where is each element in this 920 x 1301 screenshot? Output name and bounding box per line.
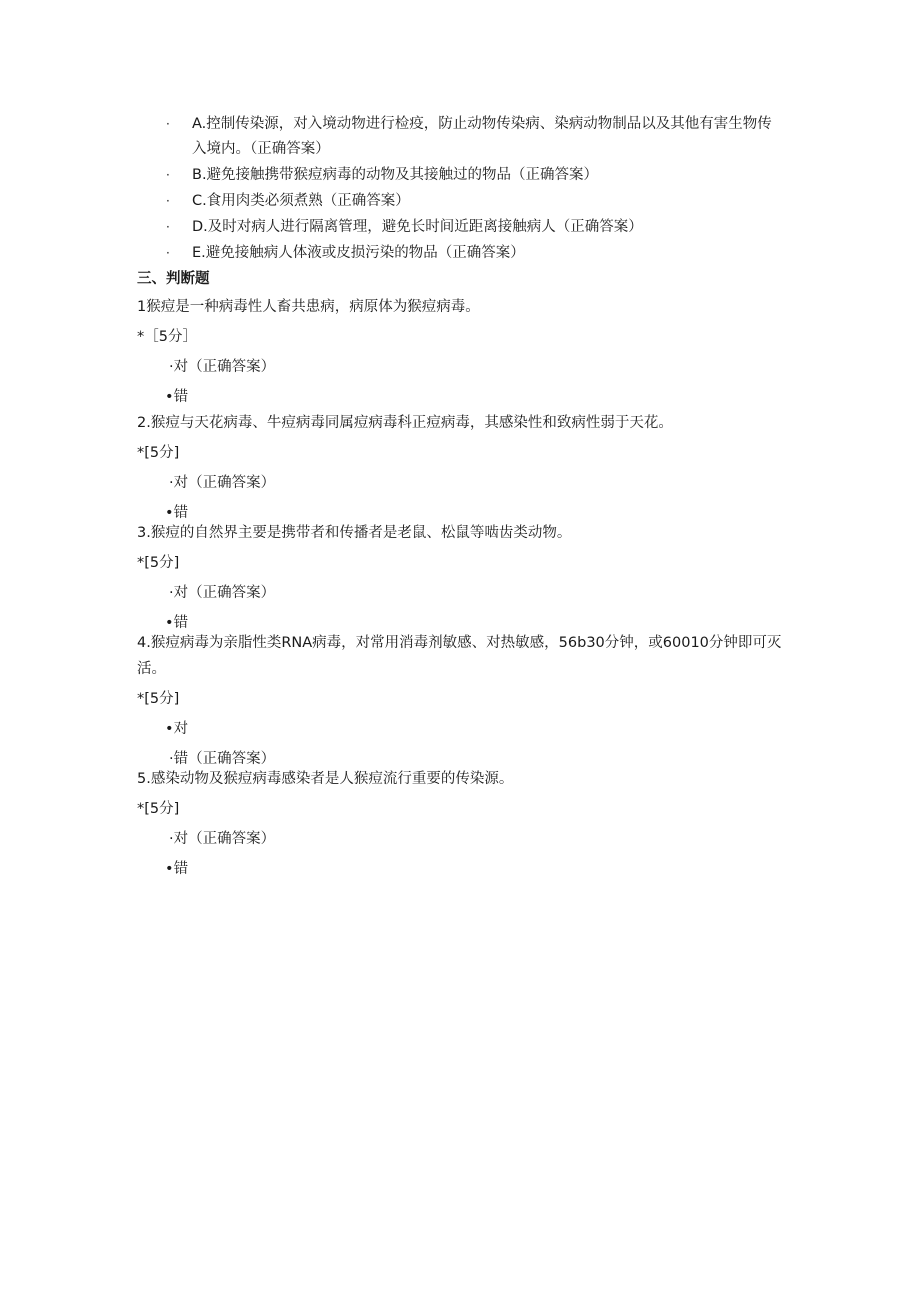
mc-option-text: A.控制传染源，对入境动物进行检疫，防止动物传染病、染病动物制品以及其他有害生物传入境内。（正确答案） (192, 116, 772, 157)
option-true[interactable]: ·对（正确答案） (169, 831, 276, 847)
multiple-choice-options (166, 112, 786, 266)
option-true[interactable]: ·对（正确答案） (169, 475, 276, 491)
mc-option-text: B.避免接触携带猴痘病毒的动物及其接触过的物品（正确答案） (192, 167, 599, 183)
bullet-dot-icon: • (165, 721, 174, 737)
mc-option-text: E.避免接触病人体液或皮损污染的物品（正确答案） (192, 245, 525, 261)
bullet-dot-icon: · (169, 585, 174, 601)
bullet-dot-icon: · (169, 751, 174, 767)
mc-option-b (166, 162, 786, 188)
tf-question-2 (137, 410, 797, 526)
mc-option-text: C.食用肉类必须煮熟（正确答案） (192, 193, 410, 209)
bullet-dot-icon: · (169, 475, 174, 491)
option-true[interactable]: •对 (165, 721, 189, 737)
question-text: 2.猴痘与天花病毒、牛痘病毒同属痘病毒科正痘病毒，其感染性和致病性弱于天花。 (137, 415, 673, 431)
question-score: *[5分] (137, 555, 180, 571)
option-false[interactable]: •错 (165, 505, 189, 521)
section-title: 三、判断题 (137, 271, 210, 287)
option-false[interactable]: ·错（正确答案） (169, 751, 276, 767)
question-text: 3.猴痘的自然界主要是携带者和传播者是老鼠、松鼠等啮齿类动物。 (137, 525, 572, 541)
question-text: 1猴痘是一种病毒性人畜共患病，病原体为猴痘病毒。 (137, 299, 480, 315)
tf-question-1 (137, 294, 797, 410)
bullet-dot-icon: · (166, 194, 170, 208)
bullet-dot-icon: · (169, 831, 174, 847)
bullet-dot-icon: · (166, 246, 170, 260)
question-text: 5.感染动物及猴痘病毒感染者是人猴痘流行重要的传染源。 (137, 771, 514, 787)
option-false[interactable]: •错 (165, 615, 189, 631)
bullet-dot-icon: • (165, 505, 174, 521)
bullet-dot-icon: · (166, 168, 170, 182)
option-true[interactable]: ·对（正确答案） (169, 585, 276, 601)
question-score: *[5分] (137, 691, 180, 707)
tf-question-4 (137, 630, 797, 772)
option-false[interactable]: •错 (165, 389, 189, 405)
question-score: *[5分] (137, 445, 180, 461)
tf-question-3 (137, 520, 797, 636)
bullet-dot-icon: • (165, 615, 174, 631)
bullet-dot-icon: · (166, 117, 170, 131)
bullet-dot-icon: · (169, 359, 174, 375)
bullet-dot-icon: · (166, 220, 170, 234)
mc-option-c (166, 188, 786, 214)
tf-question-5 (137, 766, 797, 882)
option-true[interactable]: ·对（正确答案） (169, 359, 276, 375)
bullet-dot-icon: • (165, 389, 174, 405)
question-score: *[5分] (137, 801, 180, 817)
mc-option-text: D.及时对病人进行隔离管理，避免长时间近距离接触病人（正确答案） (192, 219, 643, 235)
mc-option-d (166, 214, 786, 240)
mc-option-e (166, 240, 786, 266)
question-text: 4.猴痘病毒为亲脂性类RNA病毒，对常用消毒剂敏感、对热敏感，56b30分钟，或60010分钟即可灭活。 (137, 635, 782, 677)
bullet-dot-icon: • (165, 861, 174, 877)
mc-option-a (166, 112, 786, 162)
question-score: *［5分］ (137, 329, 197, 345)
option-false[interactable]: •错 (165, 861, 189, 877)
